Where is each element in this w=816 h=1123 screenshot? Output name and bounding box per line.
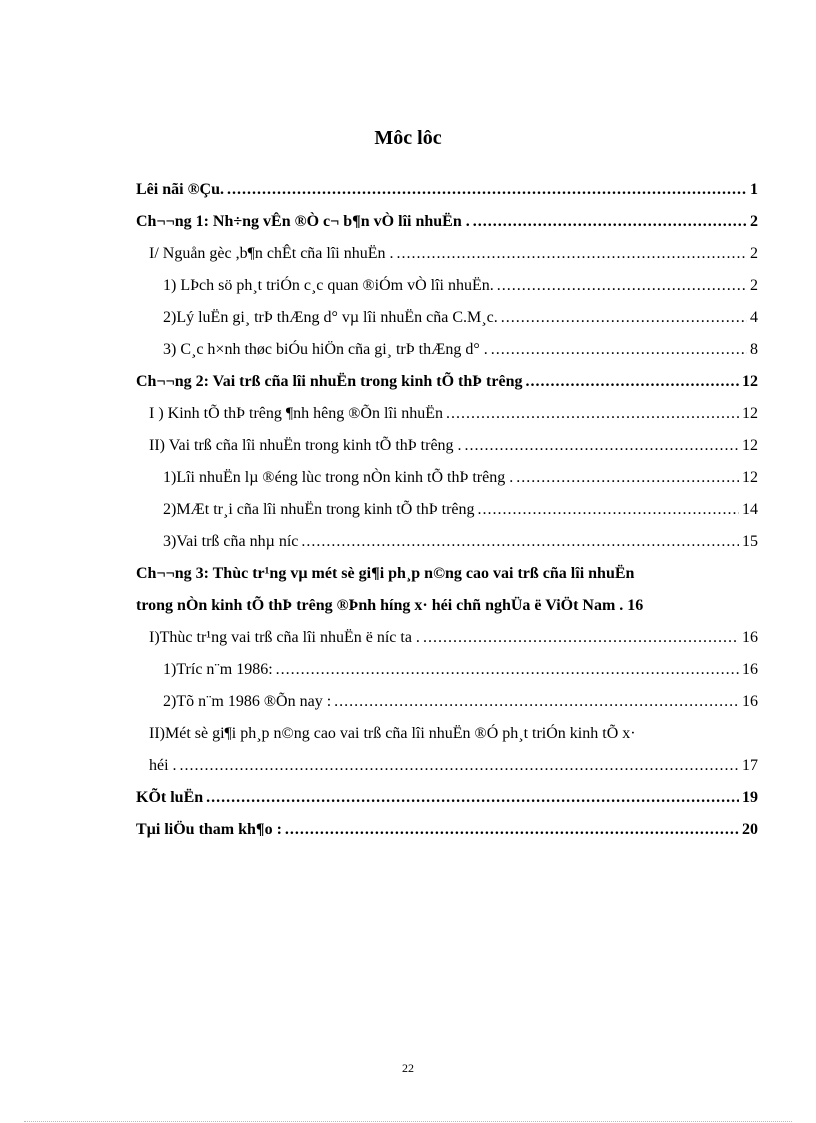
toc-entry-text: I ) Kinh tÕ thÞ trêng ¶nh hêng ®Õn lîi nhuËn: [149, 405, 444, 422]
toc-entry-subsection[interactable]: [0, 524, 816, 556]
dot-leader: [285, 821, 739, 839]
toc-entry-page: 4: [750, 309, 758, 326]
document-title: Môc lôc: [374, 127, 442, 149]
toc-entry-page: 1: [750, 181, 758, 198]
page-bottom-divider: [24, 1121, 792, 1122]
dot-leader: [446, 405, 739, 423]
toc-entry-preface[interactable]: [0, 172, 816, 204]
dot-leader: [478, 501, 739, 519]
toc-entry-conclusion[interactable]: [0, 780, 816, 812]
toc-entry-section-1-1[interactable]: [0, 236, 816, 268]
toc-entry-text: Ch¬¬ng 2: Vai trß cña lîi nhuËn trong kinh tÕ thÞ trêng: [136, 373, 523, 390]
toc-entry-text: Ch¬¬ng 1: Nh÷ng vÊn ®Ò c¬ b¶n vÒ lîi nhuËn .: [136, 213, 470, 230]
toc-entry-text: II) Vai trß cña lîi nhuËn trong kinh tÕ thÞ trêng .: [149, 437, 462, 454]
toc-entry-page: 2: [750, 245, 758, 262]
toc-entry-text: héi .: [149, 757, 177, 774]
toc-entry-text: II)Mét sè gi¶i ph¸p n©ng cao vai trß cña lîi nhuËn ®Ó ph¸t triÓn kinh tÕ x·: [149, 725, 636, 742]
toc-entry-page: 12: [742, 469, 758, 486]
toc-entry-text: 1)Tríc n¨m 1986:: [163, 661, 273, 678]
toc-entry-text: 2)Lý luËn gi¸ trÞ thÆng d° vµ lîi nhuËn cña C.M¸c.: [163, 309, 498, 326]
toc-entry-page: 17: [742, 757, 758, 774]
toc-entry-subsection[interactable]: [0, 684, 816, 716]
toc-entry-chapter-3[interactable]: [0, 556, 816, 588]
toc-entry-text: 3) C¸c h×nh thøc biÓu hiÖn cña gi¸ trÞ thÆng d° .: [163, 341, 488, 358]
dot-leader: [301, 533, 739, 551]
toc-entry-text: 1) LÞch sö ph¸t triÓn c¸c quan ®iÓm vÒ lîi nhuËn.: [163, 277, 494, 294]
toc-entry-page: 16: [742, 693, 758, 710]
toc-entry-text: I)Thùc tr¹ng vai trß cña lîi nhuËn ë níc ta .: [149, 629, 420, 646]
toc-entry-chapter-2[interactable]: [0, 364, 816, 396]
dot-leader: [491, 341, 747, 359]
toc-entry-page: 12: [742, 437, 758, 454]
toc-entry-page: 16: [742, 629, 758, 646]
toc-entry-page: 20: [742, 821, 758, 838]
page-number: 22: [402, 1061, 414, 1075]
toc-entry-text: 2)Tõ n¨m 1986 ®Õn nay :: [163, 693, 332, 710]
dot-leader: [276, 661, 739, 679]
toc-entry-text: trong nÒn kinh tÕ thÞ trêng ®Þnh híng x· héi chñ nghÜa ë ViÖt Nam .: [136, 597, 624, 614]
toc-entry-page: 12: [742, 405, 758, 422]
table-of-contents: [0, 172, 816, 844]
toc-entry-subsection[interactable]: [0, 268, 816, 300]
dot-leader: [334, 693, 739, 711]
toc-entry-text: Tµi liÖu tham kh¶o :: [136, 821, 282, 838]
toc-entry-page: 16: [742, 661, 758, 678]
toc-entry-page: 12: [742, 373, 758, 390]
toc-entry-subsection[interactable]: [0, 652, 816, 684]
dot-leader: [525, 373, 739, 391]
toc-entry-page: 2: [750, 277, 758, 294]
dot-leader: [397, 245, 747, 263]
toc-entry-section-2-2[interactable]: [0, 428, 816, 460]
toc-entry-section-3-1[interactable]: [0, 620, 816, 652]
toc-entry-chapter-3-cont[interactable]: [0, 588, 816, 620]
toc-entry-references[interactable]: [0, 812, 816, 844]
toc-entry-page: 8: [750, 341, 758, 358]
dot-leader: [227, 181, 747, 199]
toc-entry-section-3-2[interactable]: [0, 716, 816, 748]
dot-leader: [473, 213, 747, 231]
toc-entry-subsection[interactable]: [0, 332, 816, 364]
toc-entry-subsection[interactable]: [0, 460, 816, 492]
toc-entry-text: Ch¬¬ng 3: Thùc tr¹ng vµ mét sè gi¶i ph¸p n©ng cao vai trß cña lîi nhuËn: [136, 565, 635, 582]
toc-entry-text: I/ Nguån gèc ,b¶n chÊt cña lîi nhuËn .: [149, 245, 394, 262]
toc-entry-text: 2)MÆt tr¸i cña lîi nhuËn trong kinh tÕ thÞ trêng: [163, 501, 475, 518]
dot-leader: [516, 469, 739, 487]
dot-leader: [501, 309, 747, 327]
dot-leader: [497, 277, 747, 295]
dot-leader: [180, 757, 739, 775]
toc-entry-section-2-1[interactable]: [0, 396, 816, 428]
toc-entry-chapter-1[interactable]: [0, 204, 816, 236]
toc-entry-text: KÕt luËn: [136, 789, 204, 806]
toc-entry-subsection[interactable]: [0, 300, 816, 332]
toc-entry-page: 16: [627, 597, 644, 614]
toc-entry-section-3-2-cont[interactable]: [0, 748, 816, 780]
dot-leader: [423, 629, 739, 647]
toc-entry-subsection[interactable]: [0, 492, 816, 524]
dot-leader: [465, 437, 739, 455]
toc-entry-page: 15: [742, 533, 758, 550]
toc-entry-text: 1)Lîi nhuËn lµ ®éng lùc trong nÒn kinh tÕ thÞ trêng .: [163, 469, 514, 486]
toc-entry-page: 14: [742, 501, 758, 518]
toc-entry-page: 19: [742, 789, 758, 806]
toc-entry-text: Lêi nãi ®Çu.: [136, 181, 224, 198]
toc-entry-page: 2: [750, 213, 758, 230]
toc-entry-text: 3)Vai trß cña nhµ níc: [163, 533, 299, 550]
dot-leader: [206, 789, 739, 807]
